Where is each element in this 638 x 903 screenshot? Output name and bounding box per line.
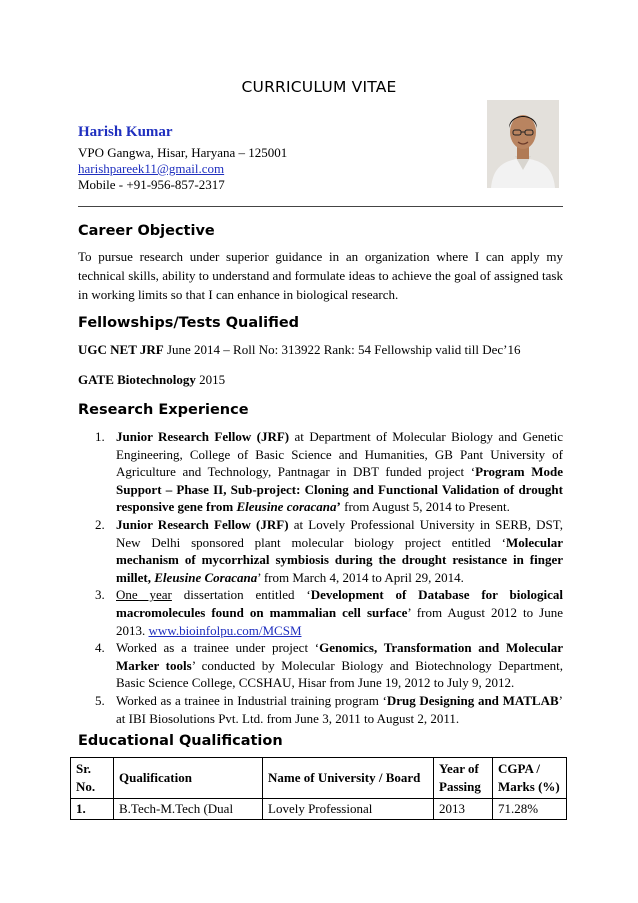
header-divider [78,206,563,207]
email-link[interactable]: harishpareek11@gmail.com [78,161,225,176]
col-university: Name of University / Board [263,758,434,799]
education-heading: Educational Qualification [78,733,283,749]
address: VPO Gangwa, Hisar, Haryana – 125001 [78,145,288,160]
education-table [70,757,567,820]
table-row [71,799,567,820]
document-title: CURRICULUM VITAE [241,78,397,96]
col-sr-no: Sr. No. [71,758,114,799]
fellowships-heading: Fellowships/Tests Qualified [78,315,300,331]
gate-line: GATE Biotechnology 2015 [78,372,226,387]
list-item: 5. Worked as a trainee in Industrial training program ‘Drug Designing and MATLAB’ at IBI Biosolutions Pvt. Ltd. from June 3, 2011 to August 2, 2011. [95,692,564,726]
research-list [78,428,563,727]
table-cell: Lovely Professional [263,799,434,820]
profile-photo [487,100,559,188]
col-qualification: Qualification [114,758,263,799]
career-objective-text: To pursue research under superior guidance in an organization where I can apply my technical skills, ability to understand and formulate ideas to achieve the goal of assigned task in working limits so that I can enhance in biological research. [78,249,563,302]
table-cell: 2013 [434,799,493,820]
list-item: 4. Worked as a trainee under project ‘Genomics, Transformation and Molecular Marker tools’ conducted by Molecular Biology and Biotechnology Department, Basic Science College, CCSHAU, Hisar from June 19, 2012 to July 9, 2012. [95,640,563,691]
table-cell: 1. [71,799,114,820]
table-cell: 71.28% [493,799,567,820]
table-cell: B.Tech-M.Tech (Dual [114,799,263,820]
applicant-name: Harish Kumar [78,124,173,140]
list-item: 1. Junior Research Fellow (JRF) at Department of Molecular Biology and Genetic Engineering, College of Basic Science and Humanities, GB Pant University of Agriculture and Technology, Pantnagar in DBT funded project ‘Program Mode Support – Phase II, Sub-project: Cloning and Functional Validation of drought responsive gene from Eleusine coracana’ from August 5, 2014 to Present. [95,429,563,515]
col-year: Year of Passing [434,758,493,799]
table-header-row [71,758,567,799]
mcsm-link[interactable]: www.bioinfolpu.com/MCSM [148,622,302,638]
career-objective-heading: Career Objective [78,223,215,239]
mobile-number: Mobile - +91-956-857-2317 [78,177,225,192]
list-item: 3. One year dissertation entitled ‘Development of Database for biological macromolecules found on mammalian cell surface’ from August 2012 to June 2013. www.bioinfolpu.com/MCSM [95,587,563,638]
research-heading: Research Experience [78,402,249,418]
ugc-net-line: UGC NET JRF June 2014 – Roll No: 313922 Rank: 54 Fellowship valid till Dec’16 [78,342,521,357]
list-item: 2. Junior Research Fellow (JRF) at Lovely Professional University in SERB, DST, New Delhi sponsored plant molecular biology project entitled ‘Molecular mechanism of mycorrhizal symbiosis during the drought resistance in finger millet, Eleusine Coracana’ from March 4, 2014 to April 29, 2014. [95,516,563,585]
col-cgpa: CGPA / Marks (%) [493,758,567,799]
